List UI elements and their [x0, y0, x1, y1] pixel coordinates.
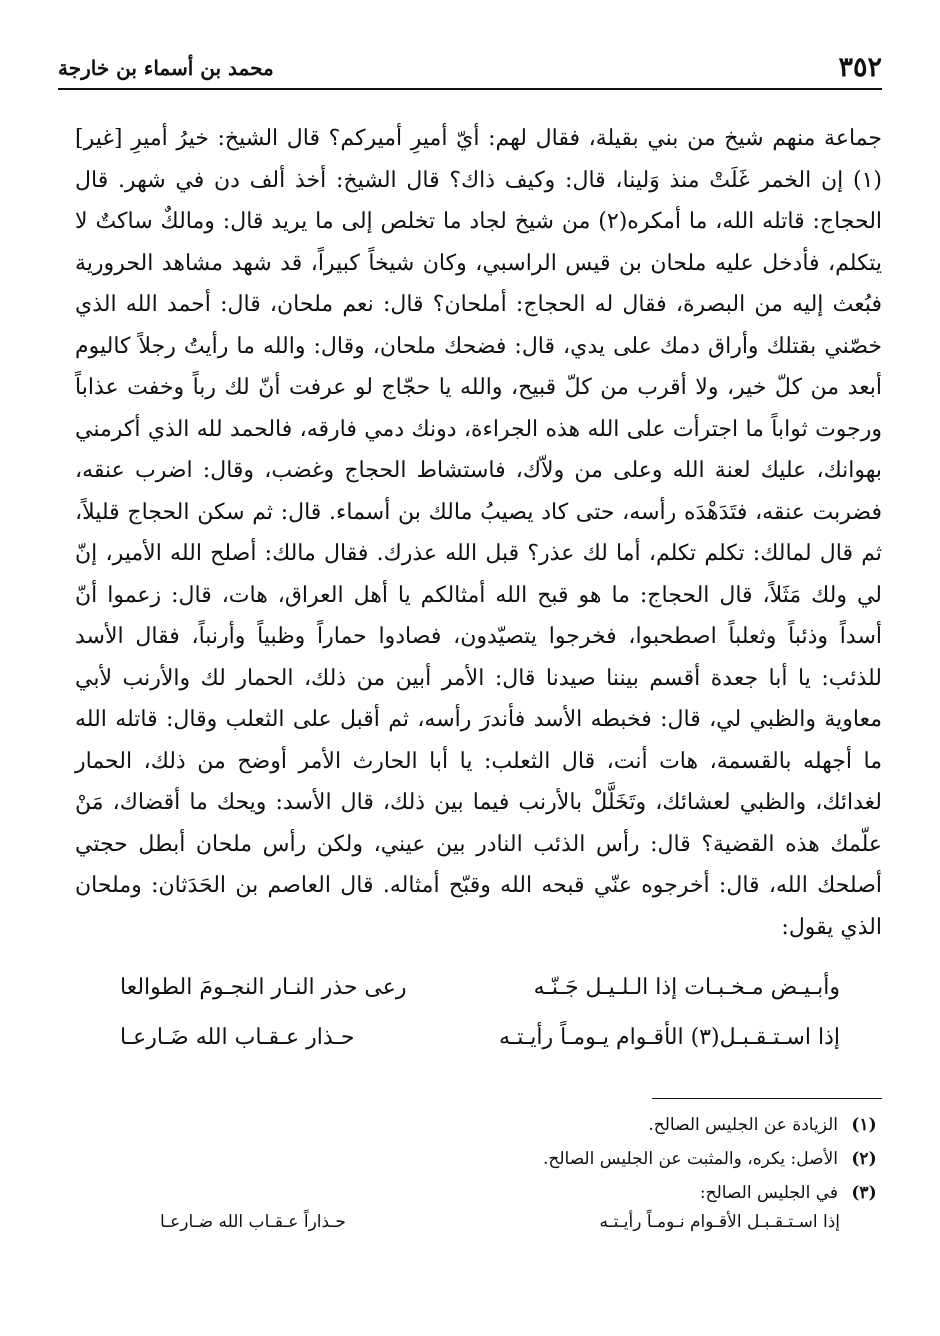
verse-first-hemistich: إذا اسـتـقـبـل(٣) الأقـوام يـومـاً رأيـتـه — [498, 1024, 840, 1050]
page-number: ٣٥٢ — [838, 52, 882, 83]
footnote-number: (٣) — [851, 1183, 877, 1203]
footnote-verse-first: إذا اسـتـقـبـل الأقـوام نـومـاً رأيـتـه — [599, 1212, 840, 1232]
footnote — [58, 1108, 882, 1142]
footnote-number: (٢) — [851, 1149, 877, 1169]
body-paragraph: جماعة منهم شيخ من بني بقيلة، فقال لهم: أيّ أميرِ أميركم؟ قال الشيخ: خيرُ أميرِ [غير](١) إن الخمر غَلَتْ منذ وَلينا، قال: وكيف ذاك؟ قال الشيخ: أخذ ألف دن في شهر. قال الحجاج: قاتله الله، ما أمكره(٢) من شيخ لجاد ما تخلص إلى ما يريد قال: ومالكٌ ساكتٌ لا يتكلم، فأدخل عليه ملحان بن قيس الراسبي، وكان شيخاً كبيراً، قد شهد مشاهد الحرورية فبُعث إليه من البصرة، فقال له الحجاج: أملحان؟ قال: نعم ملحان، قال: أحمد الله الذي خصّني بقتلك وأراق دمك على يدي، قال: فضحك ملحان، وقال: والله ما رأيتُ رجلاً كاليوم أبعد من كلّ خير، ولا أقرب من كلّ قبيح، والله يا حجّاج لو عرفت أنّ لك رباً وخفت عذاباً ورجوت ثواباً ما اجترأت على الله هذه الجراءة، دونك دمي فارقه، فالحمد لله الذي أكرمني بهوانك، عليك لعنة الله وعلى من ولاّك، فاستشاط الحجاج وغضب، وقال: اضرب عنقه، فضربت عنقه، فتَدَهْدَه رأسه، حتى كاد يصيبُ مالك بن أسماء. قال: ثم سكن الحجاج قليلاً، ثم قال لمالك: تكلم تكلم، أما لك عذر؟ قبل الله عذرك. فقال مالك: أصلح الله الأمير، إنّ لي ولك مَثَلاً، قال الحجاج: ما هو قبح الله أمثالكم يا أهل العراق، هات، قال: زعموا أنّ أسداً وذئباً وثعلباً اصطحبوا، فخرجوا يتصيّدون، فصادوا حماراً وظبياً وأرنباً، فقال الأسد للذئب: يا أبا جعدة أقسم بيننا صيدنا قال: الأمر أبين من ذلك، الحمار لك والأرنب لأبي معاوية والظبي لي، قال: فخبطه الأسد فأندرَ رأسه، ثم أقبل على الثعلب وقال: قاتله الله ما أجهله بالقسمة، هات أنت، قال الثعلب: يا أبا الحارث الأمر أوضح من ذلك، الحمار لغدائك، والظبي لعشائك، وتَخَلَّلْ بالأرنب فيما بين ذلك، قال الأسد: ويحك ما أقضاك، مَنْ علّمك هذه القضية؟ قال: رأس الذئب النادر بين عيني، ولكن رأس ملحان أبطل حجتي أصلحك الله، قال: أخرجوه عنّي قبحه الله وقبّح أمثاله. قال العاصم بن الحَدَثان: وملحان الذي يقول: — [75, 126, 883, 940]
verse-second-hemistich: رعى حذر النـار النجـومَ الطوالعا — [120, 974, 407, 1000]
footnote — [58, 1142, 882, 1176]
footnote-number: (١) — [851, 1115, 877, 1135]
footnote-text: في الجليس الصالح: — [699, 1183, 838, 1203]
footnote-verse-second: حـذاراً عـقـاب الله ضـارعـا — [160, 1212, 346, 1232]
poem-block — [120, 962, 840, 1062]
footnote-text: الزيادة عن الجليس الصالح. — [648, 1115, 838, 1135]
footnote-separator — [652, 1098, 882, 1099]
footnotes — [58, 1108, 882, 1210]
running-header — [58, 48, 882, 90]
footnote-text: الأصل: يكره، والمثبت عن الجليس الصالح. — [542, 1149, 838, 1169]
footnote-verse — [160, 1212, 840, 1232]
verse-second-hemistich: حـذار عـقـاب الله ضَـارعـا — [120, 1024, 355, 1050]
verse-line — [120, 1012, 840, 1062]
verse-first-hemistich: وأبـيـض مـخـبـات إذا الـلـيـل جَـنّـه — [533, 974, 840, 1000]
verse-line — [120, 962, 840, 1012]
footnote — [58, 1176, 882, 1210]
main-text — [75, 118, 882, 948]
chapter-title: محمد بن أسماء بن خارجة — [58, 56, 274, 80]
